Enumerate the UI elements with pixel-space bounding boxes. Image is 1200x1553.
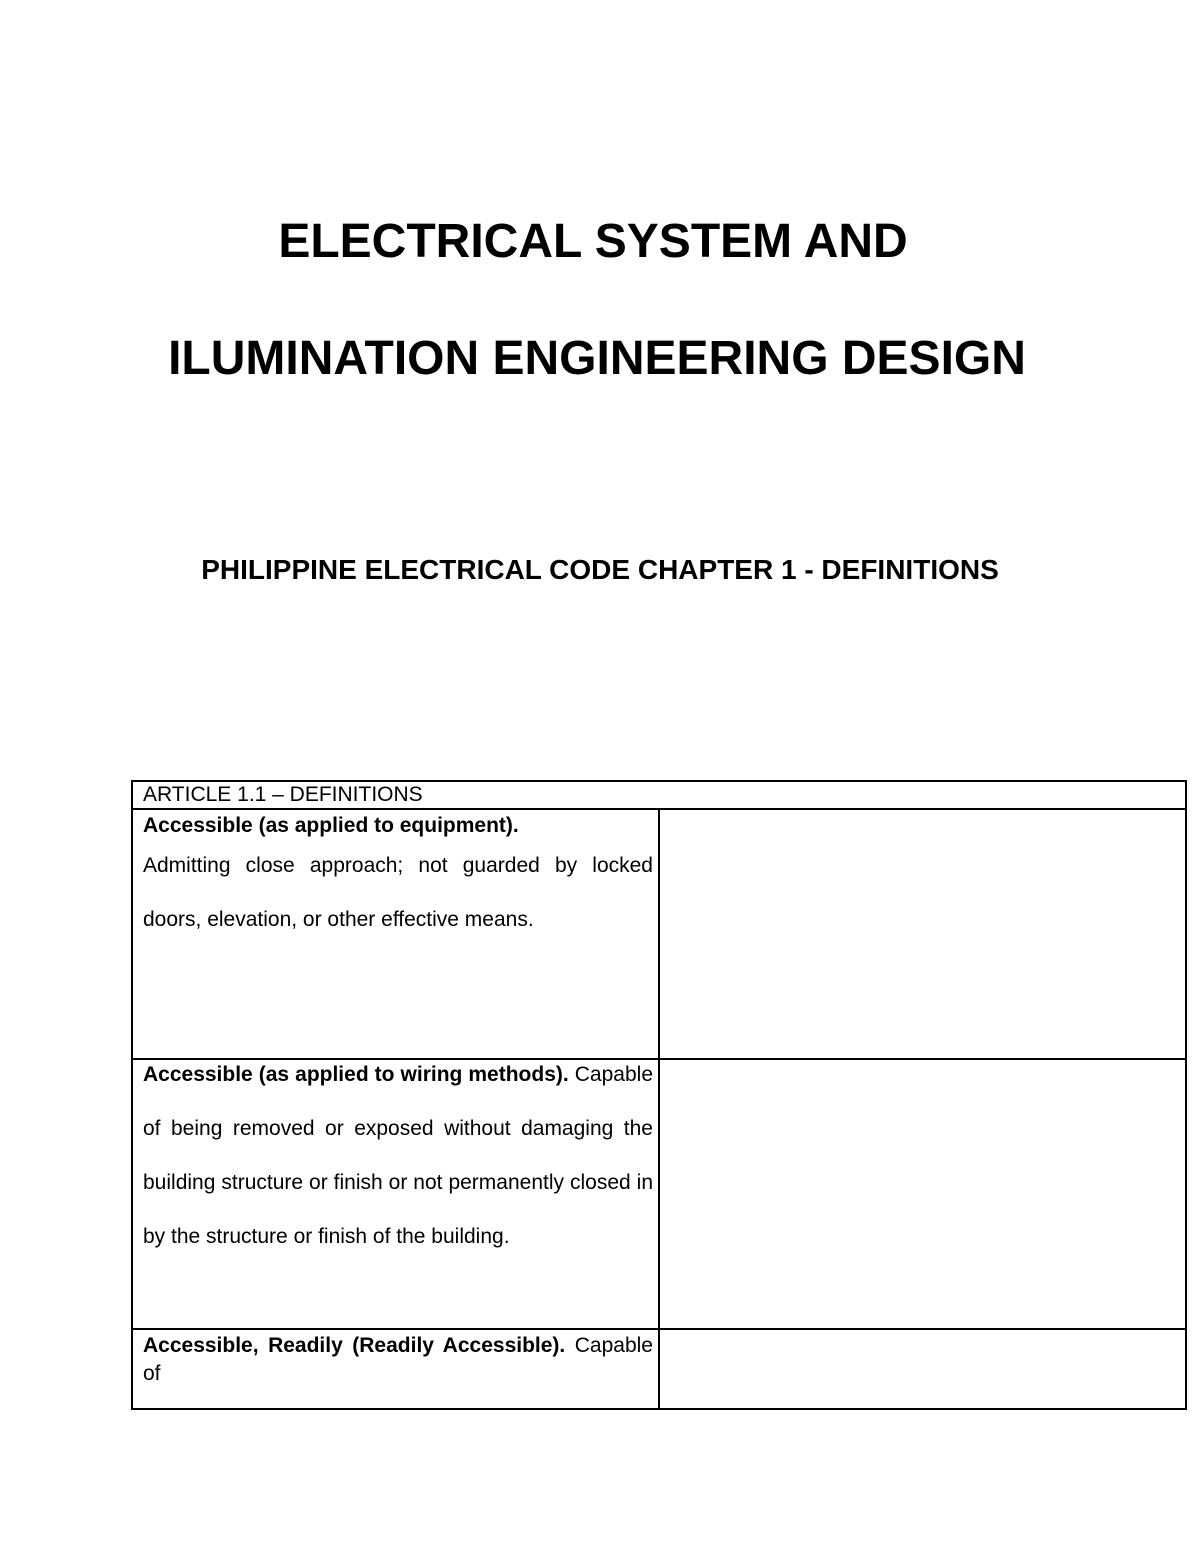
term-definition: Capable of being removed or exposed without damaging the building structure or finish or not permanently closed in by the structure or finish of the building. <box>143 1063 653 1248</box>
notes-cell <box>659 1059 1186 1329</box>
notes-cell <box>659 1329 1186 1409</box>
definition-cell <box>132 1329 659 1409</box>
document-title-line-2: ILUMINATION ENGINEERING DESIGN <box>168 332 1026 385</box>
table-row <box>132 1059 1186 1329</box>
definitions-table <box>131 780 1187 1410</box>
term-definition: Capable of <box>143 1334 653 1385</box>
table-row <box>132 809 1186 1059</box>
definition-cell <box>132 809 659 1059</box>
article-header: ARTICLE 1.1 – DEFINITIONS <box>132 781 1186 809</box>
definition-cell <box>132 1059 659 1329</box>
notes-cell <box>659 809 1186 1059</box>
term-name: Accessible (as applied to wiring methods). <box>143 1063 569 1086</box>
document-title-line-1: ELECTRICAL SYSTEM AND <box>278 215 908 268</box>
term-name: Accessible (as applied to equipment). <box>143 814 519 837</box>
term-definition: Admitting close approach; not guarded by locked doors, elevation, or other effective means. <box>143 854 653 931</box>
term-name: Accessible, Readily (Readily Accessible). <box>143 1334 566 1357</box>
document-subtitle: PHILIPPINE ELECTRICAL CODE CHAPTER 1 - DEFINITIONS <box>201 554 999 585</box>
table-row <box>132 1329 1186 1409</box>
